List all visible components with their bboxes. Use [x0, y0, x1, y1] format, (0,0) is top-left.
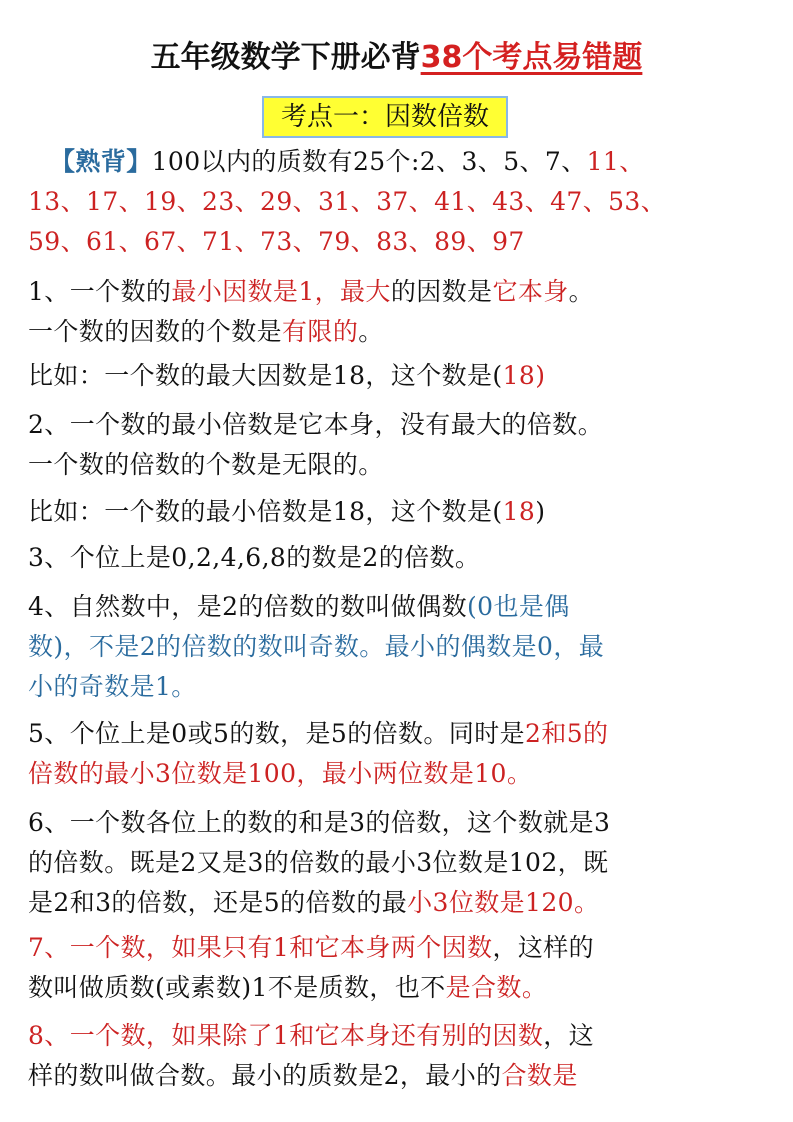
p2-line1: 2、一个数的最小倍数是它本身，没有最大的倍数。: [28, 410, 604, 439]
page-title: [0, 34, 793, 82]
point-2-example: [28, 492, 773, 532]
memorize-tag: 熟背: [75, 147, 127, 176]
p1-line2-a: 一个数的因数的个数是: [28, 317, 283, 346]
p4-line2: 数)，不是2的倍数的数叫奇数。最小的偶数是0，最: [28, 632, 605, 661]
memorize-bracket-close: 】: [126, 147, 152, 176]
p1-line2-b: 有限的: [282, 317, 359, 346]
p4-line1-b: (0也是偶: [467, 592, 570, 621]
p4-line3: 小的奇数是1。: [28, 672, 197, 701]
point-3: [28, 538, 773, 578]
p1-line2-c: 。: [358, 317, 384, 346]
point-1-example: [28, 356, 773, 396]
p1-text-c: 的因数是: [390, 277, 493, 306]
p5-line1-a: 5、个位上是0或5的数，是5的倍数。同时是: [28, 719, 526, 748]
p4-line1-a: 4、自然数中，是2的倍数的数叫做偶数: [28, 592, 468, 621]
memorize-bracket-open: 【: [50, 147, 76, 176]
p7-line1-c: ，这样的: [492, 933, 595, 962]
p5-line2: 倍数的最小3位数是100，最小两位数是10。: [28, 759, 533, 788]
p3-line1: 3、个位上是0,2,4,6,8的数是2的倍数。: [28, 543, 481, 572]
p2-example-b: 18: [502, 497, 536, 526]
p8-line1-c: ，这: [543, 1021, 595, 1050]
p6-line2: 的倍数。既是2又是3的倍数的最小3位数是102，既: [28, 848, 609, 877]
memorize-block: [28, 142, 773, 262]
memorize-primes-3: 59、61、67、71、73、79、83、89、97: [28, 227, 525, 256]
p1-example-b: 18): [502, 361, 546, 390]
point-8: [28, 1016, 773, 1096]
p8-line1-b: 一个数，如果除了1和它本身还有别的因数: [69, 1021, 544, 1050]
p6-line3-a: 是2和3的倍数，还是5的倍数的最: [28, 888, 408, 917]
point-5: [28, 714, 773, 794]
p1-text-d: 它本身: [492, 277, 569, 306]
p2-line2: 一个数的倍数的个数是无限的。: [28, 450, 384, 479]
point-1: [28, 272, 773, 352]
point-6: [28, 803, 773, 923]
title-highlight: 38个考点易错题: [420, 40, 643, 75]
memorize-primes-2: 13、17、19、23、29、31、37、41、43、47、53、: [28, 187, 667, 216]
point-2: [28, 405, 773, 485]
p1-text-b: 最小因数是1，最大: [171, 277, 391, 306]
p2-example-c: ): [535, 497, 546, 526]
p8-line2-b: 合数是: [501, 1061, 578, 1090]
p7-line1-a: 7、: [28, 933, 70, 962]
p1-text-e: 。: [568, 277, 595, 306]
p7-line2-b: 是合数。: [445, 973, 548, 1002]
p6-line1: 6、一个数各位上的数的和是3的倍数，这个数就是3: [28, 808, 611, 837]
section-heading: 考点一：因数倍数: [262, 96, 508, 138]
point-4: [28, 587, 773, 707]
p7-line1-b: 一个数，如果只有1和它本身两个因数: [69, 933, 493, 962]
memorize-intro: 100以内的质数有25个:2、3、5、7、: [151, 147, 587, 176]
p5-line1-b: 2和5的: [525, 719, 609, 748]
title-main: 五年级数学下册必背: [150, 40, 421, 75]
p1-text-a: 1、一个数的: [28, 277, 172, 306]
p6-line3-b: 小3位数是120。: [407, 888, 600, 917]
p2-example-a: 比如：一个数的最小倍数是18，这个数是(: [28, 497, 503, 526]
p8-line1-a: 8、: [28, 1021, 70, 1050]
p8-line2-a: 样的数叫做合数。最小的质数是2，最小的: [28, 1061, 502, 1090]
p7-line2-a: 数叫做质数(或素数)1不是质数，也不: [28, 973, 446, 1002]
p1-example-a: 比如：一个数的最大因数是18，这个数是(: [28, 361, 503, 390]
memorize-primes-1: 11、: [586, 147, 645, 176]
point-7: [28, 928, 773, 1008]
